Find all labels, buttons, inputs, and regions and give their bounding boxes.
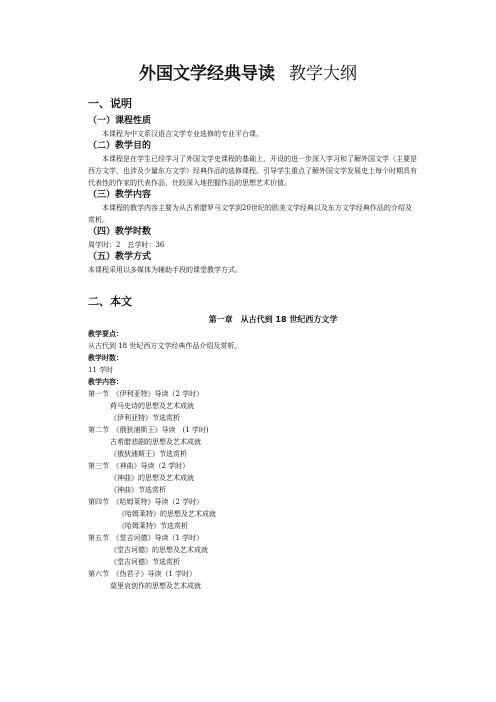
section-purpose <box>88 140 418 189</box>
chapter-title: 第一章 从古代到 18 世纪西方文学 <box>208 315 338 324</box>
section-paragraph: 本课程为中文系汉语言文学专业选修的专业平台课。 <box>102 130 263 138</box>
section-method <box>88 251 418 276</box>
outline-section: 第六节 《伪君子》导读（1 学时） <box>88 570 197 578</box>
outline-section: 第二节 《俄狄浦斯王》导读 (1 学时) <box>88 426 209 434</box>
outline-item: 荷马史诗的思想及艺术成就 <box>110 402 194 410</box>
section-content <box>88 189 418 226</box>
outline-section: 第四节 《哈姆莱特》导读（2 学时） <box>88 498 204 506</box>
key-points-text: 从古代到 18 世纪西方文学经典作品介绍及赏析。 <box>88 342 242 350</box>
outline-item: 《堂吉诃德》节选赏析 <box>110 558 180 566</box>
outline-item: 《神曲》的思想及艺术成就 <box>110 474 194 482</box>
outline-item: 古希腊悲剧的思想及艺术成就 <box>110 438 201 446</box>
part2-heading: 二、本文 <box>88 295 132 308</box>
outline-item: 《哈姆莱特》节选赏析 <box>118 522 188 530</box>
title-sub: 教学大纲 <box>289 64 357 84</box>
section-heading: （四）教学时数 <box>88 227 152 237</box>
chapter-outline <box>88 388 418 592</box>
section-paragraph: 本课程是在学生已经学习了外国文学史课程的基础上，开设的进一步深入学习和了解外国文学（主要是西方文学，也涉及少量东方文学）经典作品的选修课程。引导学生重点了解外国文学发展史上每个时期具有代表性的作家的代表作品，比较深入地把握作品的思想艺术价值。 <box>88 155 417 187</box>
outline-item: 《俄狄浦斯王》节选赏析 <box>110 450 187 458</box>
document-title <box>0 64 496 84</box>
document-body <box>88 96 418 592</box>
section-paragraph: 本课程采用以多媒体为辅助手段的课堂教学方式。 <box>88 266 242 274</box>
outline-item: 莫里哀创作的思想及艺术成就 <box>110 582 201 590</box>
section-paragraph: 周学时：2 总学时：36 <box>88 241 165 249</box>
hours-label: 教学时数： <box>88 354 123 362</box>
outline-section: 第五节 《堂吉诃德》导读（1 学时） <box>88 534 204 542</box>
outline-section: 第一节 《伊利亚特》导读（2 学时） <box>88 390 204 398</box>
outline-section: 第三节 《神曲》导读（2 学时） <box>88 462 190 470</box>
section-heading: （三）教学内容 <box>88 190 152 200</box>
outline-item: 《伊利亚特》节选赏析 <box>110 414 180 422</box>
content-label: 教学内容： <box>88 378 123 386</box>
part1-heading: 一、说明 <box>88 97 132 110</box>
outline-item: 《神曲》节选赏析 <box>110 486 166 494</box>
title-main: 外国文学经典导读 <box>139 64 275 84</box>
key-points-label: 教学要点： <box>88 330 123 338</box>
section-paragraph: 本课程的教学内容主要为从古希腊罗马文学到20世纪的欧美文学经典以及东方文学经典作品的介绍及赏析。 <box>88 204 412 224</box>
section-heading: （二）教学目的 <box>88 141 152 151</box>
hours-text: 11 学时 <box>88 366 114 374</box>
section-heading: （一）课程性质 <box>88 116 152 126</box>
outline-item: 《堂吉诃德》的思想及艺术成就 <box>110 546 208 554</box>
section-heading: （五）教学方式 <box>88 252 152 262</box>
section-hours <box>88 226 418 251</box>
outline-item: 《哈姆莱特》的思想及艺术成就 <box>118 510 216 518</box>
section-nature <box>88 115 418 140</box>
